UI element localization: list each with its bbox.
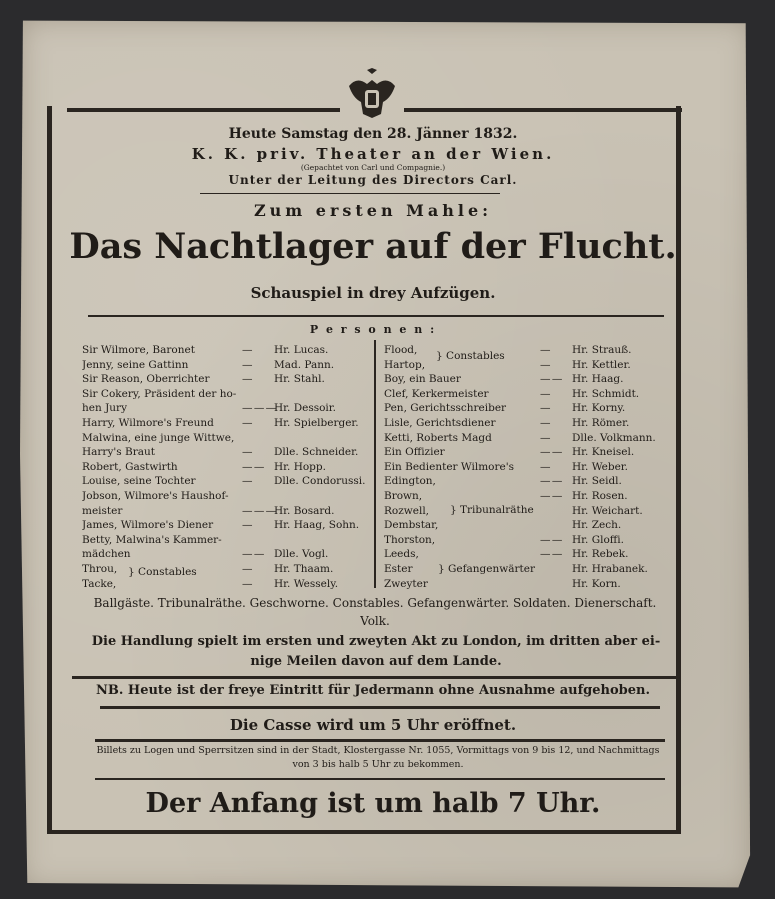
cast-row: [384, 460, 672, 475]
cast-left-column: [82, 343, 372, 591]
extras-list: Ballgäste. Tribunalräthe. Geschworne. Constables. Gefangenwärter. Soldaten. Dienerschaft. Volk.: [93, 596, 657, 628]
cast-row: [82, 547, 372, 562]
cast-row: [384, 431, 672, 446]
role-name: Sir Reason, Oberrichter: [82, 373, 210, 386]
cast-row: [82, 358, 372, 373]
role-name: Rozwell,: [384, 504, 430, 517]
dash: —: [540, 358, 550, 371]
dash: —: [242, 577, 252, 590]
role-name: Zweyter: [384, 577, 428, 590]
actor-name: Hr. Weichart.: [572, 504, 643, 517]
dash: —: [242, 358, 252, 371]
actor-name: Hr. Bosard.: [274, 504, 335, 517]
dash: —: [242, 373, 252, 386]
eagle-crest-icon: [342, 68, 402, 120]
top-rule-left: [67, 108, 340, 112]
theater-name: K. K. priv. Theater an der Wien.: [191, 145, 555, 163]
title-divider: [88, 315, 664, 317]
role-name: Thorston,: [384, 533, 436, 546]
cast-row: [384, 489, 672, 504]
dash: —: [540, 344, 550, 356]
cast-row: [82, 401, 372, 416]
dash: —: [242, 344, 252, 356]
dash: — —: [242, 548, 264, 561]
dash: — — —: [242, 402, 276, 415]
actor-name: Hr. Lucas.: [274, 344, 329, 356]
actor-name: Dlle. Schneider.: [274, 446, 359, 459]
date-line: Heute Samstag den 28. Jänner 1832.: [228, 126, 518, 142]
actor-name: Hr. Römer.: [572, 416, 630, 429]
cast-row: [82, 343, 372, 358]
role-name: Harry, Wilmore's Freund: [82, 416, 214, 429]
cast-column-divider: [374, 340, 376, 588]
dash: —: [540, 460, 550, 473]
role-name: Edington,: [384, 475, 436, 488]
actor-name: Hr. Weber.: [572, 460, 628, 473]
dash: —: [242, 446, 252, 459]
role-name: Jenny, seine Gattinn: [82, 358, 189, 371]
cast-row: [82, 577, 372, 592]
cast-row: [384, 577, 672, 592]
dash: — —: [242, 460, 264, 473]
cast-row: [384, 547, 672, 562]
role-name: Throu,: [82, 562, 118, 575]
notice-rule-bottom: [100, 706, 660, 709]
actor-name: Hr. Strauß.: [572, 344, 632, 356]
cast-row: [384, 343, 672, 358]
constables-brace: } Constables: [436, 350, 505, 362]
actor-name: Hr. Korny.: [572, 402, 626, 415]
jailers-brace: } Gefangenwärter: [438, 563, 535, 575]
role-name: Brown,: [384, 489, 423, 502]
actor-name: Hr. Schmidt.: [572, 387, 640, 400]
role-name: Pen, Gerichtsschreiber: [384, 402, 507, 415]
dash: — —: [540, 475, 562, 488]
actor-name: Hr. Dessoir.: [274, 402, 336, 415]
role-name: Malwina, eine junge Wittwe,: [82, 431, 235, 444]
cast-row: [384, 416, 672, 431]
role-name: Louise, seine Tochter: [82, 475, 196, 488]
dash: — — —: [242, 504, 276, 517]
header-divider: [200, 193, 500, 194]
role-name: Sir Wilmore, Baronet: [82, 344, 195, 356]
actor-name: Hr. Gloffi.: [572, 533, 624, 546]
cast-row: [82, 445, 372, 460]
cast-row: [82, 489, 372, 504]
actor-name: Hr. Haag.: [572, 373, 624, 386]
cast-row: [82, 474, 372, 489]
actor-name: Hr. Korn.: [572, 577, 621, 590]
dash: [540, 518, 572, 533]
group-label: Constables: [138, 566, 197, 578]
box-office-text: Die Casse wird um 5 Uhr eröffnet.: [229, 716, 517, 734]
group-label: Gefangenwärter: [448, 563, 535, 575]
actor-name: Hr. Zech.: [572, 519, 622, 532]
role-name: Flood,: [384, 344, 418, 356]
role-name: Jobson, Wilmore's Haushof-: [82, 489, 229, 502]
dash: —: [242, 519, 252, 532]
role-name: Sir Cokery, Präsident der ho-: [82, 387, 237, 400]
role-name: Lisle, Gerichtsdiener: [384, 416, 496, 429]
setting-text: Die Handlung spielt im ersten und zweyten Akt zu London, im dritten aber ei-nige Meilen davon auf dem Lande.: [91, 634, 661, 669]
cast-heading: P e r s o n e n :: [309, 323, 437, 336]
actor-name: Hr. Kettler.: [572, 358, 631, 371]
cast-row: [82, 504, 372, 519]
actor-name: Hr. Wessely.: [274, 577, 339, 590]
role-name: Clef, Kerkermeister: [384, 387, 489, 400]
role-name: Boy, ein Bauer: [384, 373, 461, 386]
actor-name: Hr. Haag, Sohn.: [274, 519, 360, 532]
dash: — —: [540, 489, 562, 502]
cast-row: [82, 518, 372, 533]
actor-name: Mad. Pann.: [274, 358, 335, 371]
cast-row: [82, 533, 372, 548]
play-subtitle: Schauspiel in drey Aufzügen.: [250, 284, 496, 302]
role-name: Betty, Malwina's Kammer-: [82, 533, 222, 546]
cast-row: [82, 387, 372, 402]
notice-text: NB. Heute ist der freye Eintritt für Jedermann ohne Ausnahme aufgehoben.: [96, 683, 650, 698]
tribunal-brace: } Tribunalräthe: [450, 504, 534, 516]
dash: [540, 577, 572, 592]
actor-name: Hr. Rebek.: [572, 548, 629, 561]
first-time-line: Zum ersten Mahle:: [253, 201, 493, 220]
cast-row: [384, 518, 672, 533]
dash: — —: [540, 446, 562, 459]
dash: —: [540, 431, 550, 444]
top-rule-right: [404, 108, 682, 112]
role-name: Dembstar,: [384, 519, 439, 532]
actor-name: Hr. Rosen.: [572, 489, 628, 502]
dash: [540, 504, 572, 519]
dash: [540, 562, 572, 577]
group-label: Tribunalräthe: [460, 504, 534, 516]
dash: —: [242, 416, 252, 429]
box-office-rule: [95, 739, 665, 742]
role-name: hen Jury: [82, 402, 127, 415]
theater-note: (Gepachtet von Carl und Compagnie.): [300, 163, 446, 172]
actor-name: Hr. Hrabanek.: [572, 562, 648, 575]
actor-name: Hr. Hopp.: [274, 460, 326, 473]
cast-row: [384, 533, 672, 548]
tickets-rule: [95, 778, 665, 780]
cast-row: [82, 372, 372, 387]
role-name: meister: [82, 504, 123, 517]
cast-row: [384, 401, 672, 416]
dash: —: [242, 562, 252, 575]
dash: —: [540, 387, 550, 400]
role-name: Hartop,: [384, 358, 426, 371]
actor-name: Hr. Stahl.: [274, 373, 325, 386]
dash: —: [540, 416, 550, 429]
cast-row: [384, 445, 672, 460]
cast-row: [384, 474, 672, 489]
cast-right-column: [384, 343, 672, 591]
role-name: Ein Offizier: [384, 446, 445, 459]
dash: — —: [540, 373, 562, 386]
dash: — —: [540, 533, 562, 546]
cast-row: [384, 387, 672, 402]
role-name: mädchen: [82, 548, 131, 561]
dash: —: [242, 475, 252, 488]
actor-name: Dlle. Volkmann.: [572, 431, 656, 444]
group-label: Constables: [446, 350, 505, 362]
actor-name: Dlle. Condorussi.: [274, 475, 366, 488]
dash: — —: [540, 548, 562, 561]
cast-row: [82, 431, 372, 446]
role-name: Tacke,: [82, 577, 117, 590]
actor-name: Hr. Spielberger.: [274, 416, 359, 429]
tickets-text: Billets zu Logen und Sperrsitzen sind in der Stadt, Klostergasse Nr. 1055, Vormittags von 9 bis 12, und Nachmittags von 3 bis halb 5 Uhr zu bekommen.: [96, 745, 660, 770]
role-name: James, Wilmore's Diener: [82, 519, 214, 532]
cast-row: [384, 372, 672, 387]
role-name: Harry's Braut: [82, 446, 155, 459]
role-name: Robert, Gastwirth: [82, 460, 178, 473]
cast-row: [82, 416, 372, 431]
role-name: Leeds,: [384, 548, 419, 561]
cast-row: [82, 562, 372, 577]
role-name: Ein Bedienter Wilmore's: [384, 460, 515, 473]
role-name: Ester: [384, 562, 413, 575]
constables-brace: } Constables: [128, 566, 197, 578]
play-title: Das Nachtlager auf der Flucht.: [69, 226, 677, 267]
role-name: Ketti, Roberts Magd: [384, 431, 492, 444]
cast-row: [384, 358, 672, 373]
direction-line: Unter der Leitung des Directors Carl.: [228, 173, 518, 187]
notice-rule-top: [72, 676, 678, 679]
actor-name: Hr. Thaam.: [274, 562, 334, 575]
cast-row: [82, 460, 372, 475]
start-time-text: Der Anfang ist um halb 7 Uhr.: [145, 788, 601, 819]
actor-name: Dlle. Vogl.: [274, 548, 329, 561]
actor-name: Hr. Seidl.: [572, 475, 622, 488]
actor-name: Hr. Kneisel.: [572, 446, 635, 459]
dash: —: [540, 402, 550, 415]
